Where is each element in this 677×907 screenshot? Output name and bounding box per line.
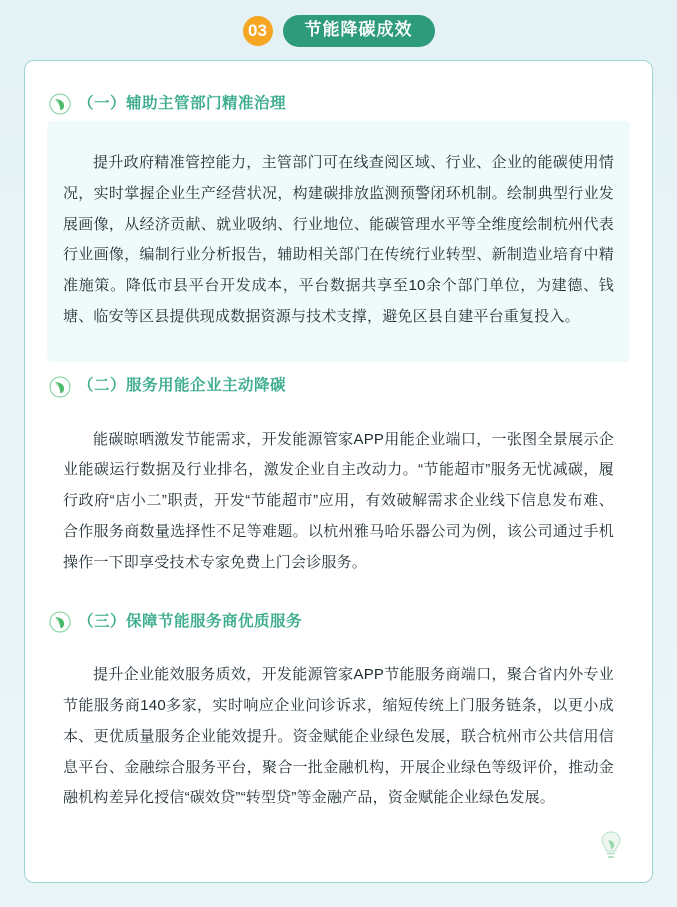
- leaf-icon: [49, 93, 71, 115]
- section-one-heading: [49, 93, 630, 115]
- section-two-paragraph: 能碳晾晒激发节能需求，开发能源管家APP用能企业端口，一张图全景展示企业能碳运行数据及行业排名，激发企业自主改动力。“节能超市”服务无忧减碳，履行政府“店小二”职责，开发“节能超市”应用，有效破解需求企业线下信息发布难、合作服务商数量选择性不足等难题。以杭州雅马哈乐器公司为例，该公司通过手机操作一下即享受技术专家免费上门会诊服务。: [63, 430, 614, 571]
- page-header: [0, 0, 677, 44]
- content-card: [24, 60, 653, 883]
- section-one: [47, 93, 630, 362]
- section-one-title: （一）辅助主管部门精准治理: [78, 94, 287, 112]
- section-two-heading: [49, 376, 630, 398]
- section-number-badge: 03: [243, 16, 273, 46]
- section-one-paragraph: 提升政府精准管控能力，主管部门可在线查阅区域、行业、企业的能碳使用情况，实时掌握企业生产经营状况，构建碳排放监测预警闭环机制。绘制典型行业发展画像，从经济贡献、就业吸纳、行业地位、能碳管理水平等全维度绘制杭州代表行业画像，编制行业分析报告，辅助相关部门在传统行业转型、新制造业培育中精准施策。降低市县平台开发成本，平台数据共享至10余个部门单位，为建德、钱塘、临安等区县提供现成数据资源与技术支撑，避免区县自建平台重复投入。: [63, 154, 614, 325]
- section-two-title: （二）服务用能企业主动降碳: [78, 377, 287, 395]
- section-three-body-box: [47, 639, 630, 833]
- page-title: 节能降碳成效: [283, 15, 435, 47]
- section-three-paragraph: 提升企业能效服务质效，开发能源管家APP节能服务商端口，聚合省内外专业节能服务商140多家，实时响应企业问诊诉求，缩短传统上门服务链条，以更小成本、更优质量服务企业能效提升。资金赋能企业绿色发展，联合杭州市公共信用信息平台、金融综合服务平台，聚合一批金融机构，开展企业绿色等级评价，推动金融机构差异化授信“碳效贷”“转型贷”等金融产品，资金赋能企业绿色发展。: [63, 666, 614, 807]
- section-two-body-box: [47, 404, 630, 598]
- section-three-heading: [49, 611, 630, 633]
- leaf-icon: [49, 611, 71, 633]
- leaf-icon: [49, 376, 71, 398]
- bulb-leaf-icon: [598, 830, 624, 860]
- section-two: [47, 376, 630, 598]
- section-three-title: （三）保障节能服务商优质服务: [78, 613, 303, 631]
- section-three: [47, 611, 630, 833]
- section-one-body-box: [47, 121, 630, 362]
